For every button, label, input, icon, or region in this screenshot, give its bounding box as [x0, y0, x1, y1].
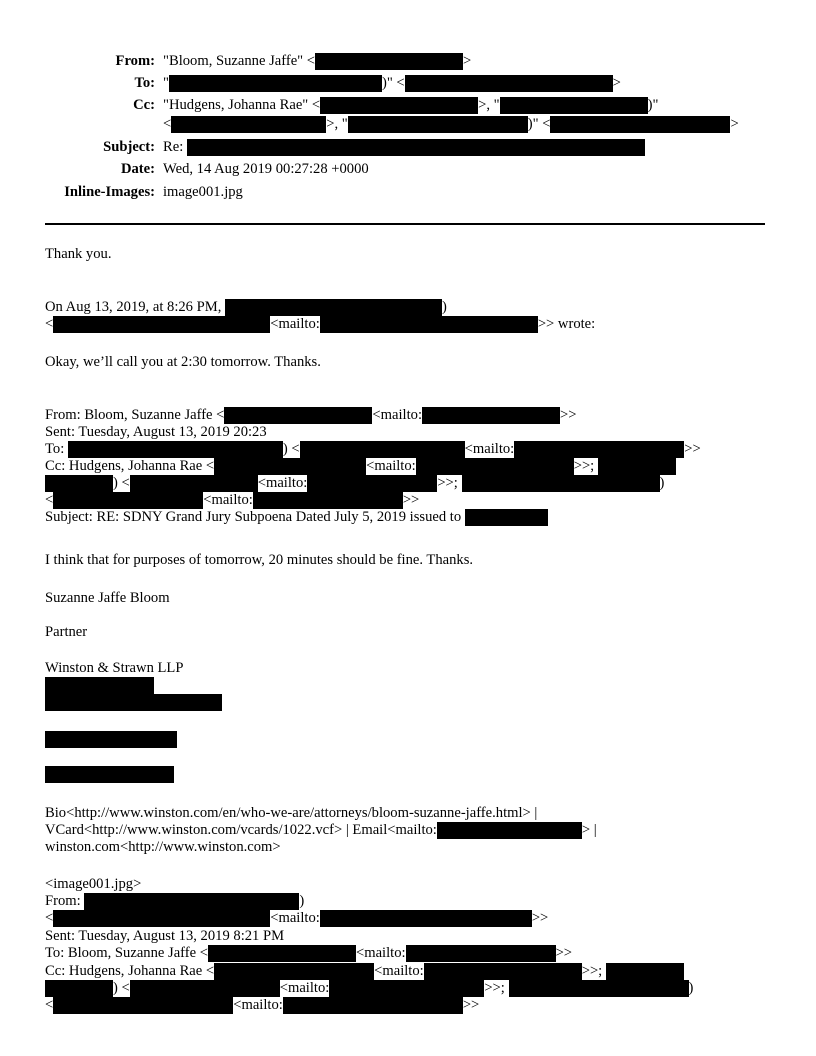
cc-name: "Hudgens, Johanna Rae" < [163, 97, 321, 113]
redaction [53, 910, 270, 927]
mailto: <mailto: [270, 316, 320, 332]
redaction [171, 116, 326, 133]
redaction [320, 910, 532, 927]
mailto: <mailto: [464, 441, 515, 457]
redaction [130, 475, 258, 492]
paren: ) [688, 980, 694, 996]
fwd2-from-label: From: [45, 893, 81, 909]
sep: ) < [113, 980, 130, 996]
mailto: <mailto: [355, 945, 406, 961]
fwd2-image: <image001.jpg> [45, 876, 142, 892]
reply-line: I think that for purposes of tomorrow, 20 minutes should be fine. Thanks. [45, 552, 474, 568]
redaction [208, 945, 356, 962]
sep: ) < [282, 441, 300, 457]
redaction [45, 677, 154, 694]
gt: >> [555, 945, 573, 961]
redaction [45, 980, 113, 997]
redaction [307, 475, 437, 492]
lt: < [45, 910, 54, 926]
header-divider [45, 223, 765, 225]
mailto: <mailto: [279, 980, 330, 996]
fwd1-sent: Sent: Tuesday, August 13, 2019 20:23 [45, 424, 267, 440]
redaction [320, 97, 478, 114]
redaction [465, 509, 548, 526]
redaction [514, 441, 684, 458]
redaction [416, 458, 574, 475]
sig-title: Partner [45, 624, 88, 640]
fwd1-to [45, 441, 701, 458]
sep: ) < [113, 475, 130, 491]
lt: < [542, 116, 551, 132]
redaction [422, 407, 560, 424]
fwd2-from-2 [45, 910, 548, 927]
fwd2-from [45, 893, 304, 910]
mailto: <mailto: [257, 475, 308, 491]
subject-prefix: Re: [163, 139, 184, 155]
links-line-1: Bio<http://www.winston.com/en/who-we-are/attorneys/bloom-suzanne-jaffe.html> | [45, 805, 538, 821]
thanks-line: Thank you. [45, 246, 112, 262]
links-line-2-end: > | [581, 822, 597, 838]
sep: >>; [437, 475, 458, 491]
redaction [214, 963, 374, 980]
subject-label: Subject: [103, 139, 155, 155]
lt: < [163, 116, 172, 132]
cc-value-cont [163, 116, 739, 133]
redaction [130, 980, 280, 997]
fwd1-cc-3 [45, 492, 419, 509]
fwd1-subject [45, 509, 548, 526]
date-label: Date: [120, 161, 155, 177]
lt: < [45, 316, 54, 332]
mailto: <mailto: [366, 458, 416, 474]
links-line-2-text: VCard<http://www.winston.com/vcards/1022.vcf> | Email<mailto: [45, 822, 437, 838]
sep: >>; [581, 963, 603, 979]
gt: >> [402, 492, 420, 508]
paren: ) [442, 299, 447, 315]
redaction [68, 441, 283, 458]
redaction [187, 139, 645, 156]
sep: >>; [573, 458, 595, 474]
paren: ) [299, 893, 305, 909]
redaction [598, 458, 676, 475]
sig-name: Suzanne Jaffe Bloom [45, 590, 170, 606]
redaction [320, 316, 538, 333]
gt: >> [531, 910, 549, 926]
mailto: <mailto: [270, 910, 320, 926]
redaction [84, 893, 299, 910]
mailto: <mailto: [233, 997, 283, 1013]
redaction [315, 53, 463, 70]
gt: >> [684, 441, 701, 457]
gt: > [730, 116, 739, 132]
redaction [283, 997, 463, 1014]
inline-images-label: Inline-Images: [64, 184, 155, 200]
fwd1-from-text: From: Bloom, Suzanne Jaffe < [45, 407, 225, 423]
redaction [348, 116, 528, 133]
redaction [329, 980, 484, 997]
date-value: Wed, 14 Aug 2019 00:27:28 +0000 [163, 161, 369, 177]
redaction [224, 407, 372, 424]
mailto: <mailto: [372, 407, 422, 423]
fwd2-sent: Sent: Tuesday, August 13, 2019 8:21 PM [45, 928, 285, 944]
fwd1-from [45, 407, 576, 424]
gt: > [463, 53, 472, 69]
redaction [550, 116, 730, 133]
mailto: <mailto: [203, 492, 253, 508]
redaction [500, 97, 648, 114]
links-line-2 [45, 822, 597, 839]
redaction [45, 766, 174, 783]
fwd2-cc [45, 963, 684, 980]
redaction [253, 492, 403, 509]
redaction [53, 316, 270, 333]
lt: < [45, 997, 54, 1013]
redaction [462, 475, 660, 492]
to-value [163, 75, 621, 92]
fwd2-cc-3 [45, 997, 479, 1014]
redaction [53, 492, 203, 509]
from-name: "Bloom, Suzanne Jaffe" < [163, 53, 316, 69]
gt: >> [560, 407, 577, 423]
redaction [300, 441, 465, 458]
redaction [424, 963, 582, 980]
redaction [45, 694, 222, 711]
fwd2-cc-text: Cc: Hudgens, Johanna Rae < [45, 963, 215, 979]
sep: >, " [478, 97, 500, 113]
wrote: >> wrote: [537, 316, 596, 332]
quote-intro-line [45, 299, 447, 316]
sig-firm: Winston & Strawn LLP [45, 660, 184, 676]
cc-value [163, 97, 658, 114]
sep: >, " [326, 116, 348, 132]
okay-line: Okay, we’ll call you at 2:30 tomorrow. Thanks. [45, 354, 321, 370]
inline-images-value: image001.jpg [163, 184, 243, 200]
redaction [405, 75, 613, 92]
redaction [53, 997, 233, 1014]
from-value [163, 53, 471, 70]
sep: )" < [381, 75, 405, 91]
gt: >> [462, 997, 480, 1013]
redaction [45, 731, 177, 748]
sep: )" [527, 116, 539, 132]
fwd1-cc-2 [45, 475, 664, 492]
sep: >>; [484, 980, 505, 996]
redaction [214, 458, 366, 475]
redaction [225, 299, 442, 316]
fwd2-to [45, 945, 572, 962]
cc-label: Cc: [133, 97, 155, 113]
fwd1-to-label: To: [45, 441, 65, 457]
quote-intro: On Aug 13, 2019, at 8:26 PM, [45, 299, 222, 315]
quote-intro-line-2 [45, 316, 595, 333]
gt: > [612, 75, 621, 91]
fwd2-cc-2 [45, 980, 693, 997]
mailto: <mailto: [374, 963, 424, 979]
redaction [606, 963, 684, 980]
fwd1-subject-text: Subject: RE: SDNY Grand Jury Subpoena Dated July 5, 2019 issued to [45, 509, 462, 525]
redaction [437, 822, 582, 839]
lt: < [45, 492, 54, 508]
from-label: From: [115, 53, 155, 69]
sep: )" [647, 97, 659, 113]
quote: " [163, 75, 169, 91]
redaction [509, 980, 689, 997]
to-label: To: [134, 75, 155, 91]
redaction [406, 945, 556, 962]
paren: ) [659, 475, 665, 491]
redaction [169, 75, 382, 92]
fwd1-cc [45, 458, 676, 475]
fwd1-cc-text: Cc: Hudgens, Johanna Rae < [45, 458, 215, 474]
links-line-3: winston.com<http://www.winston.com> [45, 839, 281, 855]
redaction [45, 475, 113, 492]
subject-value [163, 139, 645, 156]
fwd2-to-text: To: Bloom, Suzanne Jaffe < [45, 945, 208, 961]
